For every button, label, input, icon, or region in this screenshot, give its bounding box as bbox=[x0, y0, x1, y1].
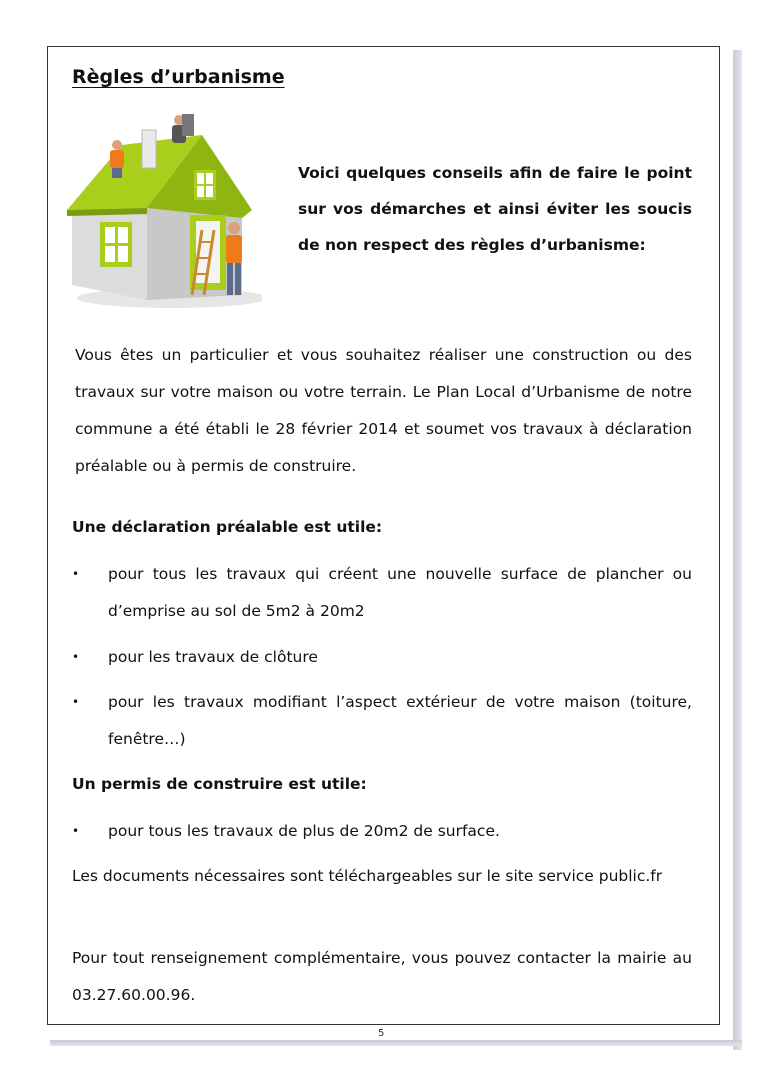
page-shadow-bottom bbox=[50, 1040, 742, 1046]
paragraph-context: Vous êtes un particulier et vous souhaitez réaliser une construction ou des travaux sur votre maison ou votre terrain. Le Plan Local d’Urbanisme de notre commune a été établi le 28 février 2014 et soumet vos travaux à déclaration préalable ou à permis de construire. bbox=[75, 346, 692, 475]
bullet-icon: • bbox=[72, 567, 80, 581]
declaration-item-1 bbox=[72, 556, 692, 630]
intro-text: Voici quelques conseils afin de faire le point sur vos démarches et ainsi éviter les soucis de non respect des règles d’urbanisme: bbox=[298, 164, 692, 254]
declaration-item-2 bbox=[72, 639, 692, 676]
house-illustration bbox=[62, 110, 262, 310]
contact-text: Pour tout renseignement complémentaire, vous pouvez contacter la mairie au 03.27.60.00.96. bbox=[72, 949, 692, 1004]
declaration-item-3 bbox=[72, 684, 692, 758]
bullet-icon: • bbox=[72, 650, 80, 664]
permis-heading: Un permis de construire est utile: bbox=[72, 775, 367, 793]
permis-item-1 bbox=[72, 813, 692, 850]
bullet-icon: • bbox=[72, 695, 80, 709]
page-title: Règles d’urbanisme bbox=[72, 66, 285, 88]
declaration-heading: Une déclaration préalable est utile: bbox=[72, 518, 383, 536]
list-item-text: pour les travaux modifiant l’aspect extérieur de votre maison (toiture, fenêtre…) bbox=[108, 693, 692, 748]
list-item-text: pour tous les travaux de plus de 20m2 de surface. bbox=[108, 822, 500, 840]
page-shadow-right bbox=[733, 50, 742, 1050]
bullet-icon: • bbox=[72, 824, 80, 838]
page-number: 5 bbox=[378, 1028, 385, 1039]
list-item-text: pour tous les travaux qui créent une nouvelle surface de plancher ou d’emprise au sol de 5m2 à 20m2 bbox=[108, 565, 692, 620]
list-item-text: pour les travaux de clôture bbox=[108, 648, 318, 666]
documents-text: Les documents nécessaires sont téléchargeables sur le site service public.fr bbox=[72, 867, 663, 885]
